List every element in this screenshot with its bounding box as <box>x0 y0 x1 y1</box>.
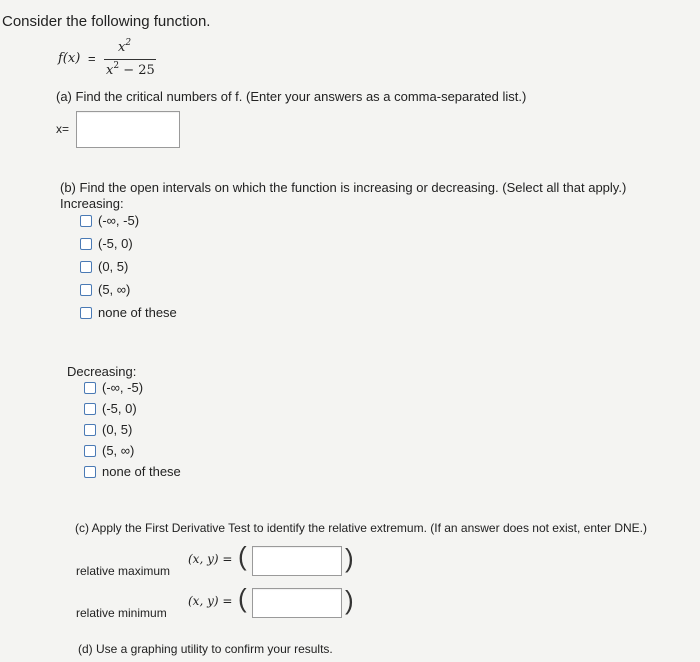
intro-text: Consider the following function. <box>2 13 211 30</box>
checkbox[interactable] <box>80 307 92 319</box>
option-label: none of these <box>98 305 177 320</box>
part-a-prompt: (a) Find the critical numbers of f. (Enter your answers as a comma-separated list.) <box>56 89 527 104</box>
checkbox[interactable] <box>80 284 92 296</box>
open-paren: ( <box>238 541 247 571</box>
increasing-option[interactable] <box>80 305 177 320</box>
checkbox[interactable] <box>84 403 96 415</box>
equals-sign: = <box>88 51 96 66</box>
checkbox[interactable] <box>84 424 96 436</box>
checkbox[interactable] <box>84 382 96 394</box>
decreasing-option[interactable] <box>84 422 132 437</box>
part-b-prompt: (b) Find the open intervals on which the function is increasing or decreasing. (Select all that apply.) <box>60 180 627 195</box>
decreasing-label: Decreasing: <box>67 364 137 379</box>
fraction-numerator <box>118 38 131 55</box>
relative-maximum-input[interactable] <box>252 546 342 576</box>
xy-text: (x, y) = <box>188 594 233 608</box>
checkbox[interactable] <box>84 466 96 478</box>
part-c-prompt: (c) Apply the First Derivative Test to identify the relative extremum. (If an answer does not exist, enter DNE.) <box>75 521 648 535</box>
increasing-option[interactable] <box>80 236 133 251</box>
open-paren: ( <box>238 583 247 613</box>
increasing-option[interactable] <box>80 259 128 274</box>
option-label: (0, 5) <box>98 259 129 274</box>
option-label: (-∞, -5) <box>102 380 144 395</box>
denominator-var: x <box>106 63 114 78</box>
decreasing-option[interactable] <box>84 380 143 395</box>
denominator-rest: − 25 <box>119 63 155 78</box>
critical-numbers-label: x= <box>56 122 70 136</box>
checkbox[interactable] <box>80 238 92 250</box>
close-paren: ) <box>345 585 354 615</box>
relative-minimum-label: relative minimum <box>76 606 167 620</box>
option-label: (0, 5) <box>102 422 133 437</box>
checkbox[interactable] <box>80 215 92 227</box>
denominator-exponent: 2 <box>113 61 120 71</box>
option-label: (-∞, -5) <box>98 213 140 228</box>
close-paren: ) <box>345 543 354 573</box>
fraction-bar <box>104 59 156 60</box>
numerator-exponent: 2 <box>125 38 132 48</box>
decreasing-option[interactable] <box>84 443 134 458</box>
part-d-prompt: (d) Use a graphing utility to confirm your results. <box>78 642 333 656</box>
fraction-denominator <box>106 61 155 78</box>
increasing-label: Increasing: <box>60 196 124 211</box>
xy-label <box>188 552 232 566</box>
option-label: (-5, 0) <box>98 236 133 251</box>
checkbox[interactable] <box>84 445 96 457</box>
checkbox[interactable] <box>80 261 92 273</box>
option-label: none of these <box>102 464 181 479</box>
increasing-option[interactable] <box>80 213 139 228</box>
xy-text: (x, y) = <box>188 552 233 566</box>
relative-maximum-label: relative maximum <box>76 564 171 578</box>
option-label: (-5, 0) <box>102 401 137 416</box>
option-label: (5, ∞) <box>98 282 131 297</box>
critical-numbers-input[interactable] <box>76 111 180 148</box>
numerator-var: x <box>118 40 126 55</box>
relative-minimum-input[interactable] <box>252 588 342 618</box>
xy-label <box>188 594 232 608</box>
function-label: f(x) <box>58 51 81 66</box>
option-label: (5, ∞) <box>102 443 135 458</box>
decreasing-option[interactable] <box>84 464 181 479</box>
increasing-option[interactable] <box>80 282 130 297</box>
decreasing-option[interactable] <box>84 401 137 416</box>
